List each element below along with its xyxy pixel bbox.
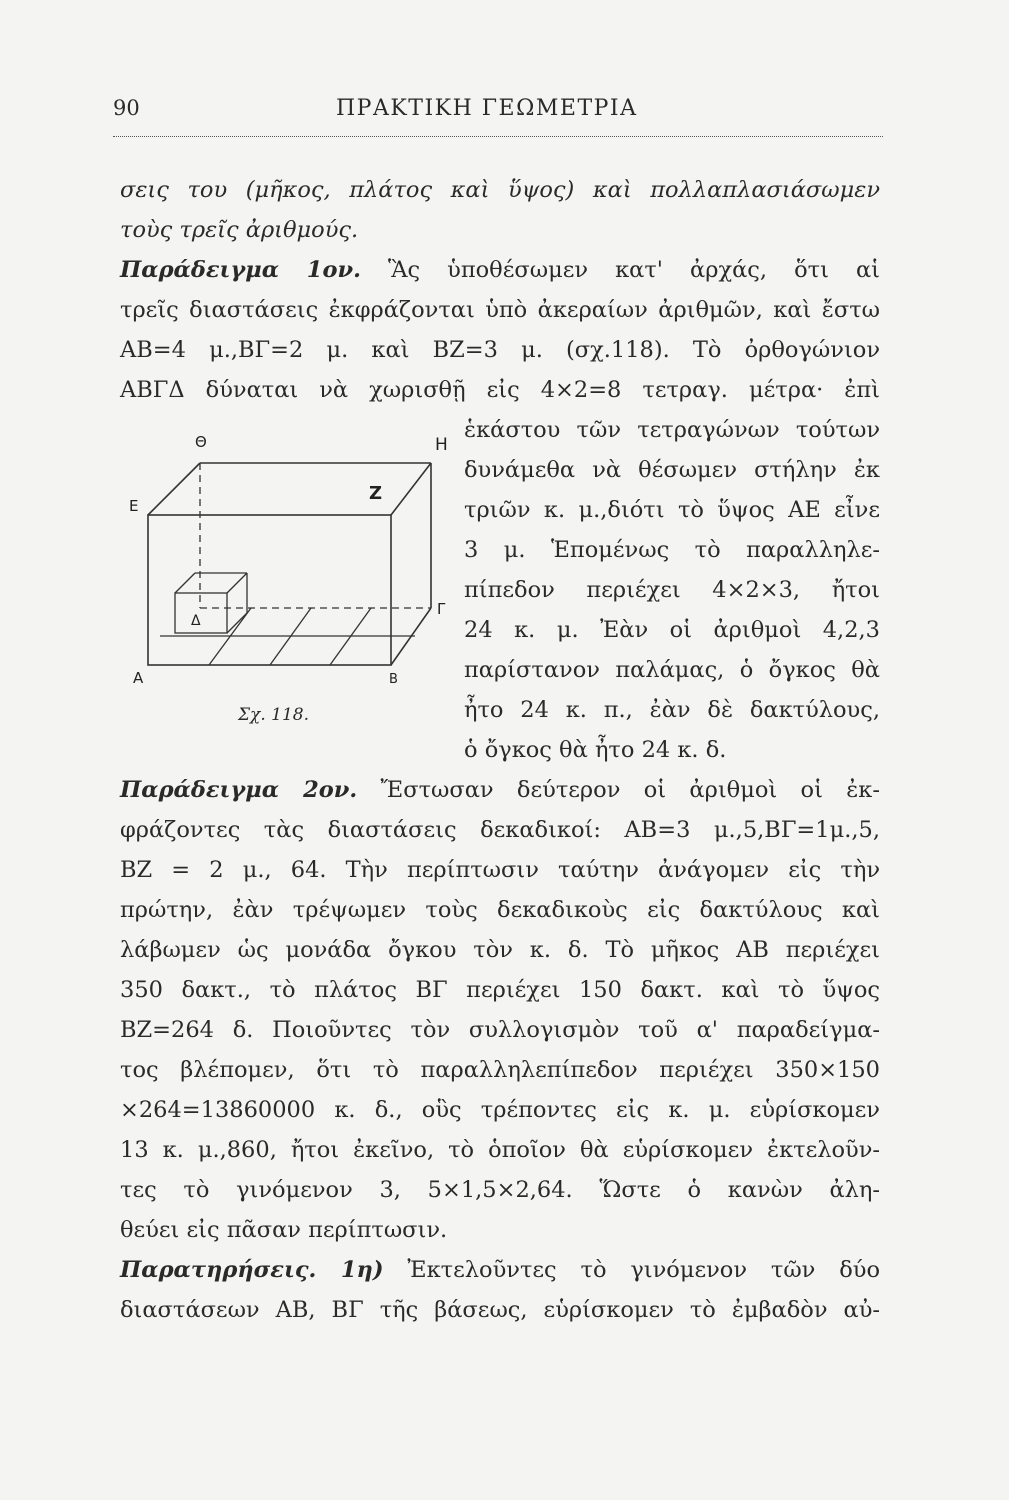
unit-cube-edge xyxy=(227,613,247,633)
text-line: τοὺς τρεῖς ἀριθμούς. xyxy=(120,217,359,243)
text-line: τριῶν κ. μ.,διότι τὸ ὕψος ΑΕ εἶνε xyxy=(464,497,880,523)
text-line: λάβωμεν ὡς μονάδα ὄγκου τὸν κ. δ. Τὸ μῆκος ΑΒ περιέχει xyxy=(120,937,880,963)
text-line xyxy=(120,255,880,285)
front-face xyxy=(148,515,391,665)
text-line: τρεῖς διαστάσεις ἐκφράζονται ὑπὸ ἀκεραίων ἀριθμῶν, καὶ ἔστω xyxy=(120,297,880,323)
text-line: ἑκάστου τῶν τετραγώνων τούτων xyxy=(464,417,880,443)
running-head: ΠΡΑΚΤΙΚΗ ΓΕΩΜΕΤΡΙΑ xyxy=(336,96,638,121)
text-line xyxy=(120,775,880,805)
text-line: ὁ ὄγκος θὰ ἦτο 24 κ. δ. xyxy=(464,737,727,763)
page-number: 90 xyxy=(113,96,140,120)
edge-e-theta xyxy=(148,463,200,515)
text-line: ×264=13860000 κ. δ., οὓς τρέποντες εἰς κ. μ. εὑρίσκομεν xyxy=(120,1097,880,1123)
figure-caption: Σχ. 118. xyxy=(238,705,309,725)
header-rule xyxy=(113,136,883,137)
text-line: ΒΖ = 2 μ., 64. Τὴν περίπτωσιν ταύτην ἀνάγομεν εἰς τὴν xyxy=(120,857,880,883)
text-line: ἦτο 24 κ. π., ἐὰν δὲ δακτύλους, xyxy=(464,697,880,723)
text-line: διαστάσεων ΑΒ, ΒΓ τῆς βάσεως, εὑρίσκομεν τὸ ἐμβαδὸν αὐ- xyxy=(120,1297,880,1323)
text-span: Ἃς ὑποθέσωμεν κατ' ἀρχάς, ὅτι αἱ xyxy=(360,257,880,283)
text-line: πρώτην, ἐὰν τρέψωμεν τοὺς δεκαδικοὺς εἰς δακτύλους καὶ xyxy=(120,897,880,923)
text-span: Ἔστωσαν δεύτερον οἱ ἀριθμοὶ οἱ ἐκ- xyxy=(357,777,880,803)
text-line: τες τὸ γινόμενον 3, 5×1,5×2,64. Ὥστε ὁ κανὼν ἀλη- xyxy=(120,1177,880,1203)
text-line: φράζοντες τὰς διαστάσεις δεκαδικοί: ΑΒ=3 μ.,5,ΒΓ=1μ.,5, xyxy=(120,817,880,843)
edge-z-eta xyxy=(391,463,431,515)
label-epsilon: Ε xyxy=(129,497,139,515)
text-line: τος βλέπομεν, ὅτι τὸ παραλληλεπίπεδον περιέχει 350×150 xyxy=(120,1057,880,1083)
text-line: δυνάμεθα νὰ θέσωμεν στήλην ἐκ xyxy=(464,457,880,483)
text-line: 3 μ. Ἑπομένως τὸ παραλληλε- xyxy=(464,537,880,563)
text-line xyxy=(120,1255,880,1285)
text-line: πίπεδον περιέχει 4×2×3, ἤτοι xyxy=(464,577,880,603)
example-2-label: Παράδειγμα 2ον. xyxy=(120,777,358,803)
unit-cube-edge xyxy=(175,573,195,593)
text-line: θεύει εἰς πᾶσαν περίπτωσιν. xyxy=(120,1217,448,1243)
text-line: 350 δακτ., τὸ πλάτος ΒΓ περιέχει 150 δακτ. καὶ τὸ ὕψος xyxy=(120,977,880,1003)
text-span: Ἐκτελοῦντες τὸ γινόμενον τῶν δύο xyxy=(383,1257,880,1283)
label-alpha: Α xyxy=(133,669,144,687)
text-line: 24 κ. μ. Ἐὰν οἱ ἀριθμοὶ 4,2,3 xyxy=(464,617,880,643)
observations-label: Παρατηρήσεις. 1η) xyxy=(120,1257,384,1283)
unit-cube-edge xyxy=(227,573,247,593)
label-gamma: Γ xyxy=(437,600,446,618)
text-line: παρίστανον παλάμας, ὁ ὄγκος θὰ xyxy=(464,657,880,683)
label-delta: Δ xyxy=(191,613,201,629)
text-line: ΑΒΓΔ δύναται νὰ χωρισθῇ εἰς 4×2=8 τετραγ. μέτρα· ἐπὶ xyxy=(120,377,880,403)
example-1-label: Παράδειγμα 1ον. xyxy=(120,257,361,283)
text-line: 13 κ. μ.,860, ἤτοι ἐκεῖνο, τὸ ὁποῖον θὰ εὑρίσκομεν ἐκτελοῦν- xyxy=(120,1137,880,1163)
text-line: ΑΒ=4 μ.,ΒΓ=2 μ. καὶ ΒΖ=3 μ. (σχ.118). Τὸ ὀρθογώνιον xyxy=(120,337,880,363)
label-theta: Θ xyxy=(195,433,207,451)
label-zeta: Ζ xyxy=(369,483,383,504)
text-line: σεις του (μῆκος, πλάτος καὶ ὕψος) καὶ πολλαπλασιάσωμεν xyxy=(120,177,880,203)
unit-cube-front xyxy=(175,593,227,633)
label-eta: Η xyxy=(435,435,448,455)
label-beta: Β xyxy=(389,672,398,687)
text-line: ΒΖ=264 δ. Ποιοῦντες τὸν συλλογισμὸν τοῦ α' παραδείγμα- xyxy=(120,1017,880,1043)
